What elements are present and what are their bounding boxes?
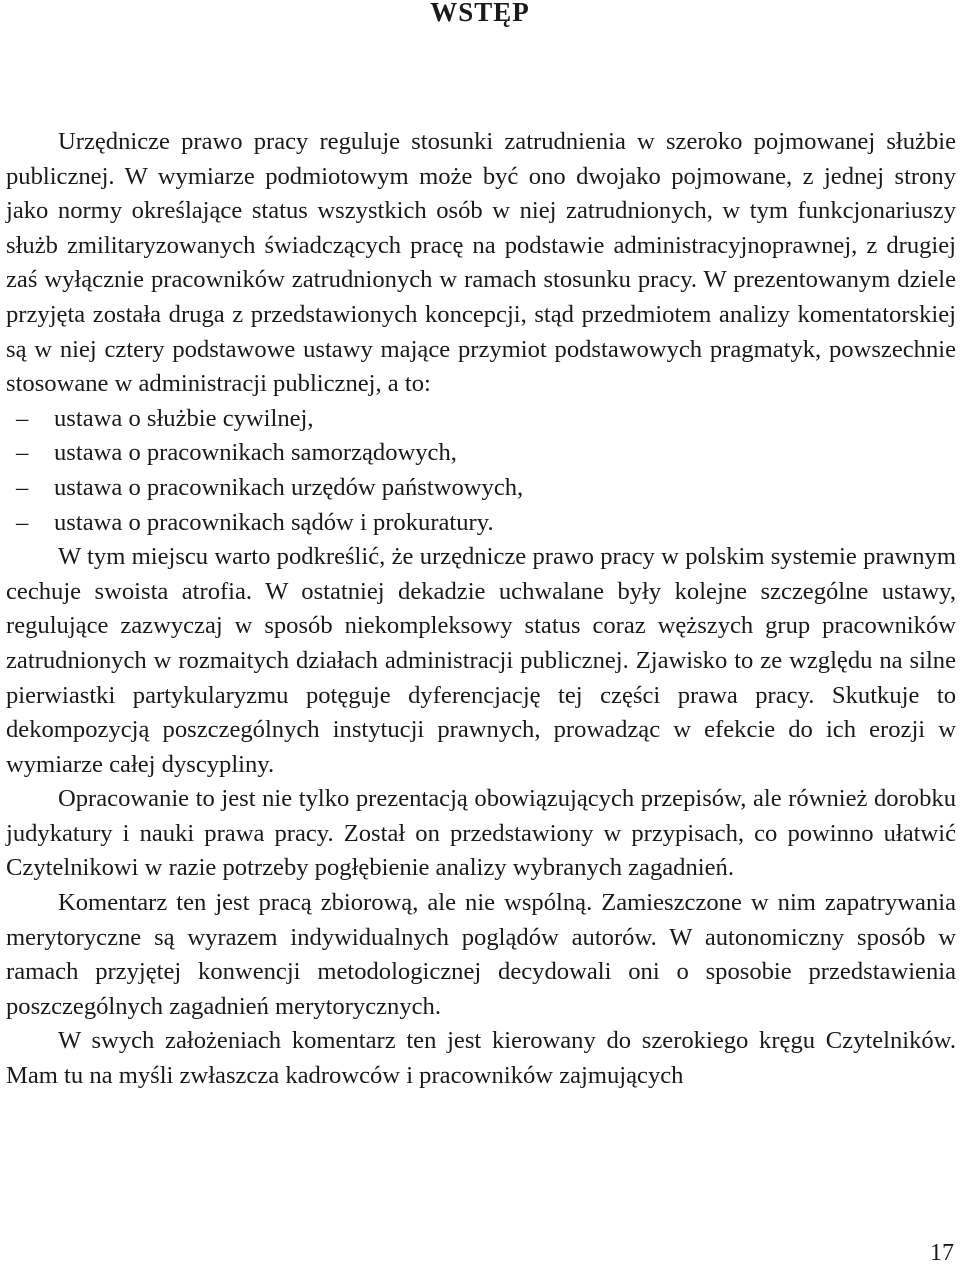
body-text	[6, 125, 956, 1094]
paragraph-audience: W swych założeniach komentarz ten jest kierowany do szerokiego kręgu Czytelników. Mam tu na myśli zwłaszcza kadrowców i pracowników zajmujących	[6, 1027, 956, 1090]
list-item-text: ustawa o służbie cywilnej,	[54, 404, 314, 432]
list-item	[6, 402, 956, 437]
statutes-list	[6, 402, 956, 540]
paragraph-scope: Opracowanie to jest nie tylko prezentacją obowiązujących przepisów, ale również dorobku judykatury i nauki prawa pracy. Został on przedstawiony w przypisach, co powinno ułatwić Czytelnikowi w razie potrzeby pogłębienie analizy wybranych zagadnień.	[6, 785, 956, 882]
paragraph-atrophy: W tym miejscu warto podkreślić, że urzędnicze prawo pracy w polskim systemie prawnym cechuje swoista atrofia. W ostatniej dekadzie uchwalane były kolejne szczególne ustawy, regulujące zazwyczaj w sposób niekompleksowy status coraz węższych grup pracowników zatrudnionych w rozmaitych działach administracji publicznej. Zjawisko to ze względu na silne pierwiastki partykularyzmu potęguje dyferencjację tej części prawa pracy. Skutkuje to dekompozycją poszczególnych instytucji prawnych, prowadząc w efekcie do ich erozji w wymiarze całej dyscypliny.	[6, 543, 956, 778]
dash-bullet: –	[16, 508, 29, 536]
dash-bullet: –	[16, 404, 29, 432]
list-item	[6, 436, 956, 471]
paragraph-authors: Komentarz ten jest pracą zbiorową, ale nie wspólną. Zamieszczone w nim zapatrywania merytoryczne są wyrazem indywidualnych poglądów autorów. W autonomiczny sposób w ramach przyjętej konwencji metodologicznej decydowali oni o sposobie przedstawienia poszczególnych zagadnień merytorycznych.	[6, 889, 956, 1020]
page-number: 17	[930, 1240, 954, 1266]
dash-bullet: –	[16, 439, 29, 467]
dash-bullet: –	[16, 473, 29, 501]
paragraph-intro: Urzędnicze prawo pracy reguluje stosunki zatrudnienia w szeroko pojmowanej służbie publicznej. W wymiarze podmiotowym może być ono dwojako pojmowane, z jednej strony jako normy określające status wszystkich osób w niej zatrudnionych, w tym funkcjonariuszy służb zmilitaryzowanych świadczących pracę na podstawie administracyjnoprawnej, z drugiej zaś wyłącznie pracowników zatrudnionych w ramach stosunku pracy. W prezentowanym dziele przyjęta została druga z przedstawionych koncepcji, stąd przedmiotem analizy komentatorskiej są w niej cztery podstawowe ustawy mające przymiot podstawowych pragmatyk, powszechnie stosowane w administracji publicznej, a to:	[6, 128, 956, 398]
list-item	[6, 506, 956, 541]
list-item-text: ustawa o pracownikach urzędów państwowych,	[54, 473, 524, 501]
list-item	[6, 471, 956, 506]
list-item-text: ustawa o pracownikach samorządowych,	[54, 439, 457, 467]
list-item-text: ustawa o pracownikach sądów i prokuratury.	[54, 508, 494, 536]
page-title: WSTĘP	[430, 0, 530, 27]
